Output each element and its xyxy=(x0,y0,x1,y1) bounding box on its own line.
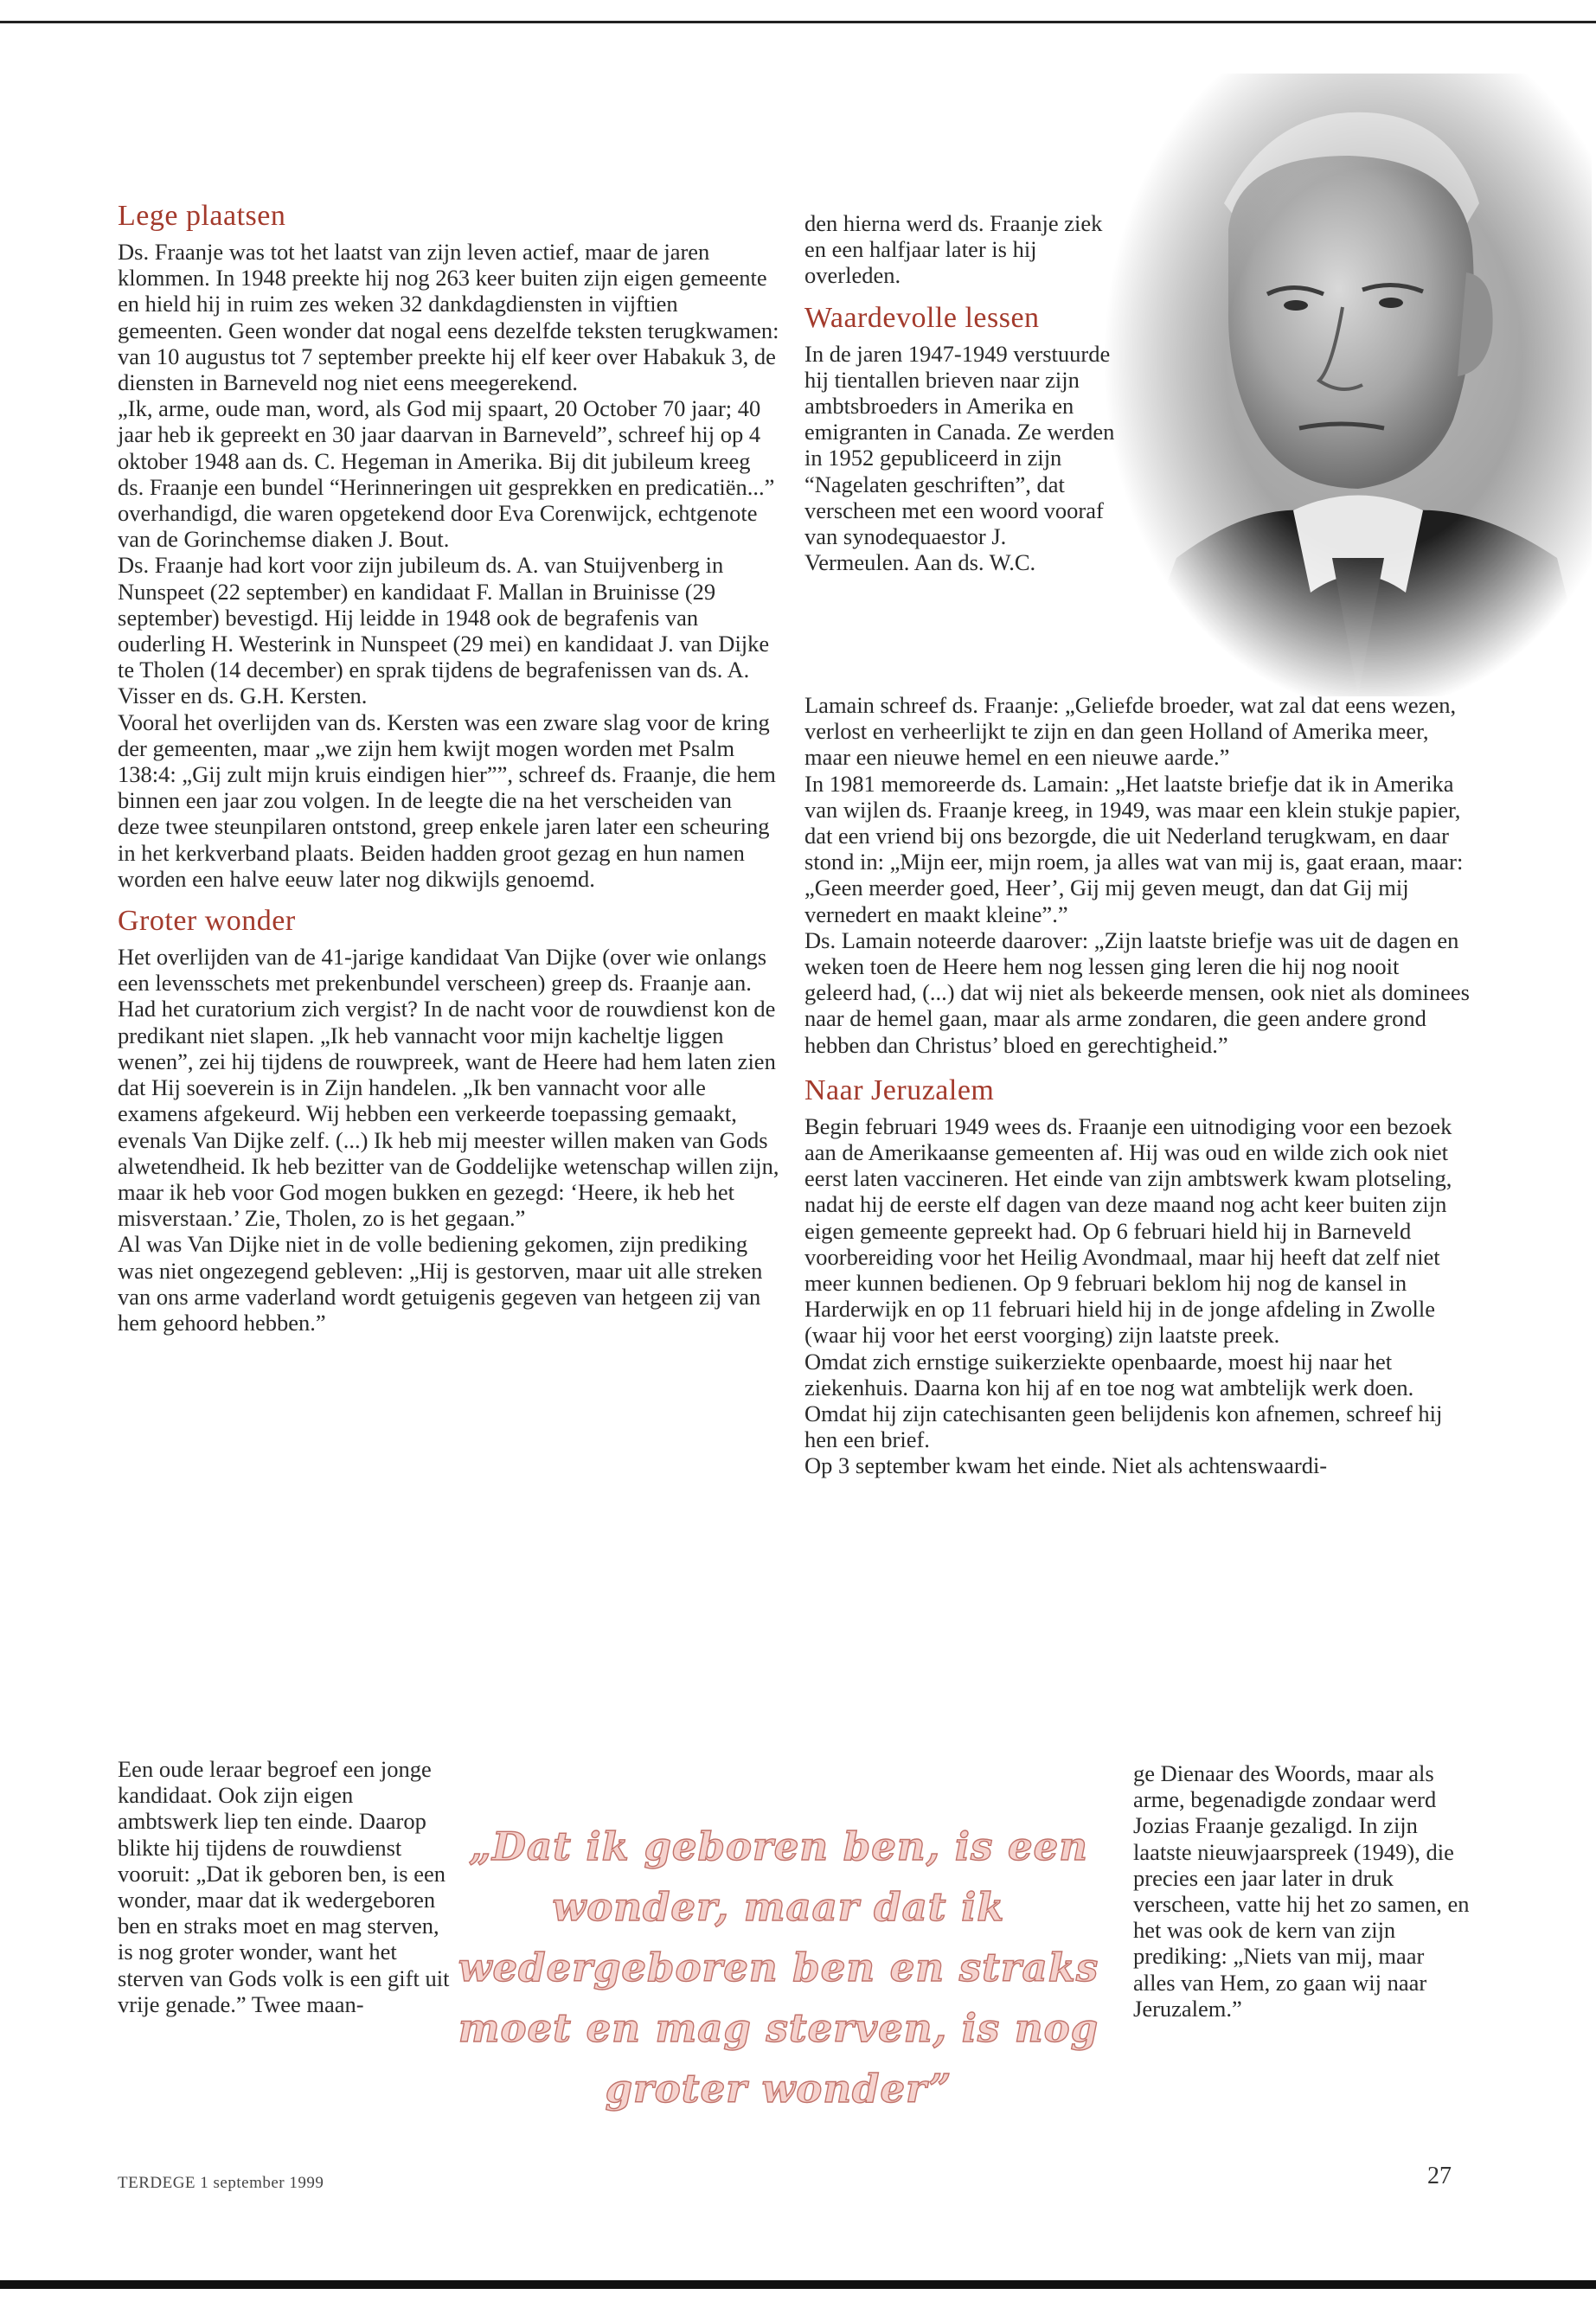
heading-groter-wonder: Groter wonder xyxy=(118,905,296,938)
paragraph: Omdat zich ernstige suikerziekte openbaarde, moest hij naar het ziekenhuis. Daarna kon hij af en toe nog wat ambtelijk werk doen. Omdat hij zijn catechisanten geen belijdenis kon afnemen, schreef hij hen een brief. xyxy=(804,1348,1443,1453)
paragraph: ge Dienaar des Woords, maar als arme, begenadigde zondaar werd Jozias Fraanje gezaligd. In zijn laatste nieuwjaarspreek (1949), die precies een jaar later in druk verscheen, vatte hij het zo samen, en het was ook de kern van zijn prediking: „Niets van mij, maar alles van Hem, zo gaan wij naar Jeruzalem.” xyxy=(1133,1760,1470,2022)
left-narrow-column xyxy=(118,1756,451,2017)
paragraph: den hierna werd ds. Fraanje ziek en een halfjaar later is hij overleden. xyxy=(804,210,1103,289)
paragraph: Al was Van Dijke niet in de volle bediening gekomen, zijn prediking was niet ongezegend gebleven: „Hij is gestorven, maar uit alle streken van ons arme vaderland wordt getuigenis gegeven van hetgeen zij van hem gehoord hebben.” xyxy=(118,1231,763,1336)
paragraph: Een oude leraar begroef een jonge kandidaat. Ook zijn eigen ambtswerk liep ten einde. Daarop blikte hij tijdens de rouwdienst vooruit: „Dat ik geboren ben, is een wonder, maar dat ik wedergeboren ben en straks moet en mag sterven, is nog groter wonder, want het sterven van Gods volk is een gift uit vrije genade.” Twee maan- xyxy=(118,1756,450,2017)
heading-naar-jeruzalem: Naar Jeruzalem xyxy=(804,1074,995,1106)
paragraph: In 1981 memoreerde ds. Lamain: „Het laatste briefje dat ik in Amerika van wijlen ds. Fraanje kreeg, in 1949, was maar een klein stukje papier, dat een vriend bij ons bezorgde, die uit Nederland terugkwam, en daar stond in: „Mijn eer, mijn roem, ja alles wat van mij is, gaat eraan, maar: „Geen meerder goed, Heer’, Gij mij geven meugt, dan dat Gij mij vernedert en maakt kleine”.” xyxy=(804,770,1464,927)
paragraph: Begin februari 1949 wees ds. Fraanje een uitnodiging voor een bezoek aan de Amerikaanse gemeenten af. Hij was oud en wilde zich ook niet eerst laten vaccineren. Het einde van zijn ambtswerk kwam plotseling, nadat hij de eerste elf dagen van deze maand nog acht keer buiten zijn eigen gemeente gepreekt had. Op 6 februari hield hij in Barneveld voorbereiding voor het Heilig Avondmaal, maar hij heeft dat zelf niet meer kunnen bedienen. Op 9 februari beklom hij nog de kansel in Harderwijk en op 11 februari hield hij in de jonge afdeling in Zwolle (waar hij voor het eerst voorging) zijn laatste preek. xyxy=(804,1112,1452,1349)
footer-publication: TERDEGE 1 september 1999 xyxy=(118,2174,324,2192)
top-rule xyxy=(0,21,1596,23)
heading-waardevolle-lessen: Waardevolle lessen xyxy=(804,301,1040,334)
paragraph: In de jaren 1947-1949 verstuurde hij tientallen brieven naar zijn ambtsbroeders in Amerika en emigranten in Canada. Ze werden in 1952 gepubliceerd in zijn “Nagelaten geschriften”, dat verscheen met een woord vooraf van synodequaestor J. Vermeulen. Aan ds. W.C. xyxy=(804,340,1115,576)
right-column xyxy=(804,692,1471,1479)
bottom-rule xyxy=(0,2280,1596,2289)
right-narrow-lower-column xyxy=(1133,1760,1471,2022)
paragraph: Het overlijden van de 41-jarige kandidaat Van Dijke (over wie onlangs een levensschets met prekenbundel verscheen) greep ds. Fraanje aan. Had het curatorium zich vergist? In de nacht voor de rouwdienst kon de predikant niet slapen. „Ik heb vannacht voor mijn kacheltje liggen wenen”, zei hij tijdens de rouwpreek, want de Heere had hem laten zien dat Hij soeverein is in Zijn handelen. „Ik ben vannacht voor alle examens afgekeurd. Wij hebben een verkeerde toepassing gemaakt, evenals Van Dijke zelf. (...) Ik heb mij meester willen maken van Gods alwetendheid. Ik heb bezitter van de Goddelijke wetenschap willen zijn, maar ik heb voor God mogen bukken en gezegd: ‘Heere, ik heb het misverstaan.’ Zie, Tholen, zo is het gegaan.” xyxy=(118,944,779,1232)
paragraph: Vooral het overlijden van ds. Kersten was een zware slag voor de kring der gemeenten, maar „we zijn hem kwijt mogen worden met Psalm 138:4: „Gij zult mijn kruis eindigen hier””, schreef ds. Fraanje, die hem binnen een jaar zou volgen. In de leegte die na het verscheiden van deze twee steunpilaren ontstond, greep enkele jaren later een scheuring in het kerkverband plaats. Beiden hadden groot gezag en hun namen worden een halve eeuw later nog dikwijls genoemd. xyxy=(118,708,776,892)
paragraph: Ds. Fraanje was tot het laatst van zijn leven actief, maar de jaren klommen. In 1948 preekte hij nog 263 keer buiten zijn eigen gemeente en hield hij in ruim zes weken 32 dankdagdiensten in vijftien gemeenten. Geen wonder dat nogal eens dezelfde teksten terugkwamen: van 10 augustus tot 7 september preekte hij elf keer over Habakuk 3, de diensten in Barneveld nog niet eens meegerekend. xyxy=(118,239,779,396)
paragraph: Op 3 september kwam het einde. Niet als achtenswaardi- xyxy=(804,1452,1328,1479)
right-narrow-column xyxy=(804,210,1116,575)
paragraph: Lamain schreef ds. Fraanje: „Geliefde broeder, wat zal dat eens wezen, verlost en verheerlijkt te zijn en dan geen Holland of Amerika meer, maar een nieuwe hemel en een nieuwe aarde.” xyxy=(804,692,1457,771)
pull-quote: „Dat ik geboren ben, is een wonder, maar dat ik wedergeboren ben en straks moet en mag sterven, is nog groter wonder” xyxy=(458,1823,1099,2112)
paragraph: Ds. Lamain noteerde daarover: „Zijn laatste briefje was uit de dagen en weken toen de Heere hem nog lessen ging leren die hij nog nooit geleerd had, (...) dat wij niet als bekeerde mensen, ook niet als dominees naar de hemel gaan, maar als arme zondaren, die geen andere grond hebben dan Christus’ bloed en gerechtigheid.” xyxy=(804,926,1470,1058)
heading-lege-plaatsen: Lege plaatsen xyxy=(118,200,286,232)
page-number: 27 xyxy=(1427,2163,1452,2189)
paragraph: Ds. Fraanje had kort voor zijn jubileum ds. A. van Stuijvenberg in Nunspeet (22 september) en kandidaat F. Mallan in Bruinisse (29 september) bevestigd. Hij leidde in 1948 ook de begrafenis van ouderling H. Westerink in Nunspeet (29 mei) en kandidaat J. van Dijke te Tholen (14 december) en sprak tijdens de begrafenissen van ds. A. Visser en ds. G.H. Kersten. xyxy=(118,552,770,709)
paragraph: „Ik, arme, oude man, word, als God mij spaart, 20 October 70 jaar; 40 jaar heb ik gepreekt en 30 jaar daarvan in Barneveld”, schreef hij op 4 oktober 1948 aan ds. C. Hegeman in Amerika. Bij dit jubileum kreeg ds. Fraanje een bundel “Herinneringen uit gesprekken en predicatiën...” overhandigd, die waren opgetekend door Eva Corenwijck, echtgenote van de Gorinchemse diaken J. Bout. xyxy=(118,395,775,553)
left-column xyxy=(118,199,779,1336)
portrait-photo xyxy=(1073,74,1592,696)
